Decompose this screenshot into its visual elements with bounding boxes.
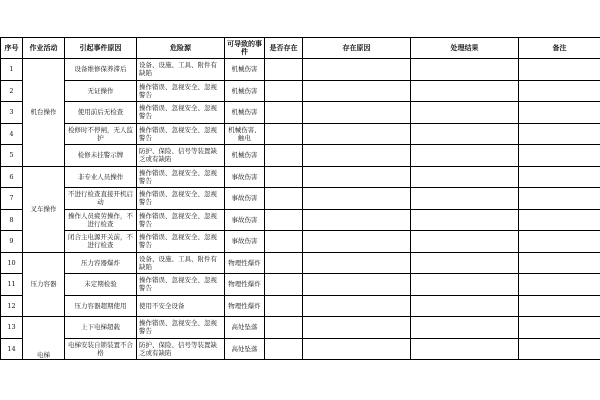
row-exist-reason-cell[interactable] [303,188,411,210]
row-exist-reason-cell[interactable] [303,209,411,231]
row-no: 4 [1,123,23,145]
row-remarks-cell[interactable] [519,209,600,231]
row-handling-cell[interactable] [411,59,519,81]
row-remarks-cell[interactable] [519,295,600,317]
row-exist-reason-cell[interactable] [303,252,411,274]
row-cause: 上下电梯超载 [65,317,137,339]
row-remarks-cell[interactable] [519,252,600,274]
row-cause: 电梯安装自锁装置不合格 [65,338,137,360]
row-handling-cell[interactable] [411,231,519,253]
row-exists-cell[interactable] [265,252,303,274]
row-hazard: 操作错误、忽视安全、忽视警告 [137,80,225,102]
table-row [1,188,600,210]
table-row [1,209,600,231]
table-row [1,166,600,188]
row-result: 机械伤害 [225,59,265,81]
table-row [1,231,600,253]
row-exists-cell[interactable] [265,274,303,296]
row-handling-cell[interactable] [411,102,519,124]
row-remarks-cell[interactable] [519,274,600,296]
row-handling-cell[interactable] [411,274,519,296]
header-cause: 引起事件原因 [65,38,137,59]
row-no: 14 [1,338,23,360]
row-no: 3 [1,102,23,124]
row-remarks-cell[interactable] [519,338,600,360]
row-remarks-cell[interactable] [519,102,600,124]
table-row [1,274,600,296]
activity-pressure: 压力容器 [23,252,65,317]
row-hazard: 操作错误、忽视安全、忽视警告 [137,274,225,296]
table-row [1,252,600,274]
row-hazard: 设备、设施、工具、附件有缺陷 [137,59,225,81]
activity-machine: 机台操作 [23,59,65,167]
table-row [1,295,600,317]
hazard-table [0,37,600,360]
row-no: 8 [1,209,23,231]
row-handling-cell[interactable] [411,188,519,210]
row-result: 机械伤害、触电 [225,123,265,145]
table-row [1,59,600,81]
row-cause: 使用前后无检查 [65,102,137,124]
row-result: 高处坠落 [225,338,265,360]
activity-forklift: 叉车操作 [23,166,65,252]
row-hazard: 操作错误、忽视安全、忽视警告 [137,188,225,210]
row-no: 2 [1,80,23,102]
row-hazard: 设备、设施、工具、附件有缺陷 [137,252,225,274]
row-no: 13 [1,317,23,339]
row-exist-reason-cell[interactable] [303,166,411,188]
row-exists-cell[interactable] [265,231,303,253]
row-result: 事故伤害 [225,188,265,210]
row-exists-cell[interactable] [265,80,303,102]
row-handling-cell[interactable] [411,123,519,145]
row-remarks-cell[interactable] [519,166,600,188]
row-remarks-cell[interactable] [519,123,600,145]
header-exists: 是否存在 [265,38,303,59]
row-handling-cell[interactable] [411,252,519,274]
row-exists-cell[interactable] [265,295,303,317]
row-exist-reason-cell[interactable] [303,338,411,360]
row-hazard: 操作错误、忽视安全、忽视警告 [137,102,225,124]
header-no: 序号 [1,38,23,59]
row-exists-cell[interactable] [265,123,303,145]
row-no: 7 [1,188,23,210]
header-row [1,38,600,59]
row-exist-reason-cell[interactable] [303,274,411,296]
row-no: 12 [1,295,23,317]
row-cause: 操作人员疲劳操作，不进行检查 [65,209,137,231]
row-handling-cell[interactable] [411,145,519,167]
table-row [1,123,600,145]
row-result: 高处坠落 [225,317,265,339]
row-remarks-cell[interactable] [519,59,600,81]
table-row [1,338,600,360]
row-exists-cell[interactable] [265,317,303,339]
row-cause: 闭合主电源开关前，不进行检查 [65,231,137,253]
row-cause: 设备维修保养滞后 [65,59,137,81]
row-no: 5 [1,145,23,167]
header-hazard: 危险源 [137,38,225,59]
row-exist-reason-cell[interactable] [303,317,411,339]
row-exist-reason-cell[interactable] [303,102,411,124]
row-handling-cell[interactable] [411,295,519,317]
row-no: 9 [1,231,23,253]
row-handling-cell[interactable] [411,338,519,360]
row-exist-reason-cell[interactable] [303,59,411,81]
row-cause: 检修时不停闸，无人监护 [65,123,137,145]
row-cause: 未定期检验 [65,274,137,296]
header-activity: 作业活动 [23,38,65,59]
row-cause: 压力容器超期使用 [65,295,137,317]
header-remarks: 备注 [519,38,600,59]
table-row [1,80,600,102]
row-no: 6 [1,166,23,188]
table-row [1,317,600,339]
row-exist-reason-cell[interactable] [303,123,411,145]
row-result: 机械伤害 [225,80,265,102]
row-exists-cell[interactable] [265,59,303,81]
header-exist-reason: 存在原因 [303,38,411,59]
row-result: 事故伤害 [225,209,265,231]
row-hazard: 操作错误、忽视安全、忽视警告 [137,209,225,231]
row-result: 机械伤害 [225,145,265,167]
row-remarks-cell[interactable] [519,188,600,210]
row-hazard: 操作错误、忽视安全、忽视警告 [137,166,225,188]
row-no: 1 [1,59,23,81]
table-row [1,102,600,124]
row-exists-cell[interactable] [265,145,303,167]
row-remarks-cell[interactable] [519,145,600,167]
row-hazard: 防护、保险、信号等装置缺乏或有缺陷 [137,145,225,167]
row-remarks-cell[interactable] [519,231,600,253]
row-handling-cell[interactable] [411,80,519,102]
row-remarks-cell[interactable] [519,80,600,102]
row-hazard: 操作错误、忽视安全、忽视警告 [137,231,225,253]
row-cause: 检修未挂警示牌 [65,145,137,167]
row-hazard: 操作错误、忽视安全、忽视警告 [137,317,225,339]
table-row [1,145,600,167]
row-exists-cell[interactable] [265,166,303,188]
row-exist-reason-cell[interactable] [303,145,411,167]
row-exist-reason-cell[interactable] [303,231,411,253]
row-result: 机械伤害 [225,102,265,124]
row-exists-cell[interactable] [265,209,303,231]
row-result: 事故伤害 [225,231,265,253]
row-exists-cell[interactable] [265,338,303,360]
row-exist-reason-cell[interactable] [303,80,411,102]
row-exists-cell[interactable] [265,102,303,124]
row-cause: 非专业人员操作 [65,166,137,188]
row-hazard: 使用不安全设备 [137,295,225,317]
row-exists-cell[interactable] [265,188,303,210]
row-result: 物理性爆炸 [225,295,265,317]
row-hazard: 防护、保险、信号等装置缺乏或有缺陷 [137,338,225,360]
row-handling-cell[interactable] [411,209,519,231]
row-no: 10 [1,252,23,274]
row-cause: 无证操作 [65,80,137,102]
row-remarks-cell[interactable] [519,317,600,339]
row-result: 事故伤害 [225,166,265,188]
row-handling-cell[interactable] [411,166,519,188]
row-cause: 不进行检查直接开机启动 [65,188,137,210]
row-hazard: 操作错误、忽视安全、忽视警告 [137,123,225,145]
activity-elevator: 电梯 [23,317,65,360]
row-cause: 压力容器爆炸 [65,252,137,274]
header-handling: 处理结果 [411,38,519,59]
row-result: 物理性爆炸 [225,252,265,274]
row-handling-cell[interactable] [411,317,519,339]
row-no: 11 [1,274,23,296]
row-result: 物理性爆炸 [225,274,265,296]
row-exist-reason-cell[interactable] [303,295,411,317]
header-result: 可导致的事件 [225,38,265,59]
